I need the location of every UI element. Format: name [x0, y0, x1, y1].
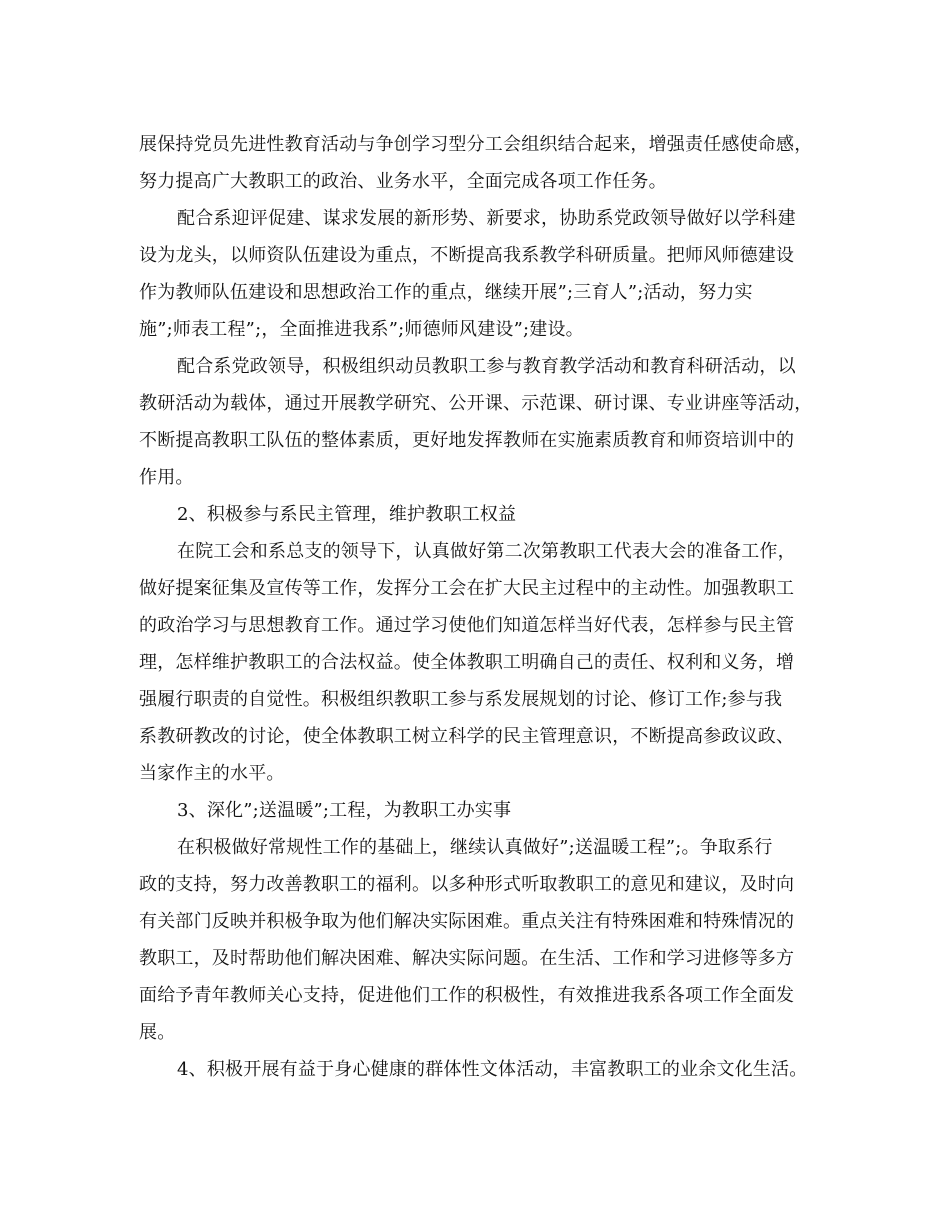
text-line-22: 有关部门反映并积极争取为他们解决实际困难。重点关注有特殊困难和特殊情况的: [139, 911, 795, 932]
section-heading-4: 4、积极开展有益于身心健康的群体性文体活动，丰富教职工的业余文化生活。: [177, 1059, 808, 1080]
text-line-10: 作用。: [139, 467, 194, 488]
paragraph-start-line: 配合系迎评促建、谋求发展的新形势、新要求，协助系党政领导做好以学科建: [177, 208, 796, 229]
text-line-13: 做好提案征集及宣传等工作，发挥分工会在扩大民主过程中的主动性。加强教职工: [139, 578, 795, 599]
text-line-8: 教研活动为载体，通过开展教学研究、公开课、示范课、研讨课、专业讲座等活动，: [139, 393, 813, 414]
text-line-6: 施”;师表工程”;，全面推进我系”;师德师风建设”;建设。: [139, 319, 584, 340]
paragraph-start-line: 配合系党政领导，积极组织动员教职工参与教育教学活动和教育科研活动，以: [177, 356, 796, 377]
text-line-14: 的政治学习与思想教育工作。通过学习使他们知道怎样当好代表，怎样参与民主管: [139, 615, 795, 636]
text-line-9: 不断提高教职工队伍的整体素质，更好地发挥教师在实施素质教育和师资培训中的: [139, 430, 795, 451]
text-line-1: 展保持党员先进性教育活动与争创学习型分工会组织结合起来，增强责任感使命感，: [139, 134, 813, 155]
paragraph-start-line: 在院工会和系总支的领导下，认真做好第二次第教职工代表大会的准备工作，: [177, 541, 796, 562]
text-line-25: 展。: [139, 1022, 176, 1043]
text-line-24: 面给予青年教师关心支持，促进他们工作的积极性，有效推进我系各项工作全面发: [139, 985, 795, 1006]
text-line-21: 政的支持，努力改善教职工的福利。以多种形式听取教职工的意见和建议，及时向: [139, 874, 795, 895]
text-line-5: 作为教师队伍建设和思想政治工作的重点，继续开展”;三育人”;活动，努力实: [139, 282, 753, 303]
text-line-4: 设为龙头，以师资队伍建设为重点，不断提高我系教学科研质量。把师风师德建设: [139, 245, 795, 266]
text-line-15: 理，怎样维护教职工的合法权益。使全体教职工明确自己的责任、权利和义务，增: [139, 652, 795, 673]
section-heading-2: 2、积极参与系民主管理，维护教职工权益: [177, 504, 517, 525]
text-line-23: 教职工，及时帮助他们解决困难、解决实际问题。在生活、工作和学习进修等多方: [139, 948, 795, 969]
text-line-2: 努力提高广大教职工的政治、业务水平，全面完成各项工作任务。: [139, 171, 667, 192]
paragraph-start-line: 在积极做好常规性工作的基础上，继续认真做好”;送温暖工程”;。争取系行: [177, 837, 773, 858]
text-line-18: 当家作主的水平。: [139, 763, 285, 784]
text-line-17: 系教研教改的讨论，使全体教职工树立科学的民主管理意识，不断提高参政议政、: [139, 726, 795, 747]
text-line-16: 强履行职责的自觉性。积极组织教职工参与系发展规划的讨论、修订工作;参与我: [139, 689, 783, 710]
section-heading-3: 3、深化”;送温暖”;工程，为教职工办实事: [177, 800, 512, 821]
document-body: [139, 126, 823, 1088]
